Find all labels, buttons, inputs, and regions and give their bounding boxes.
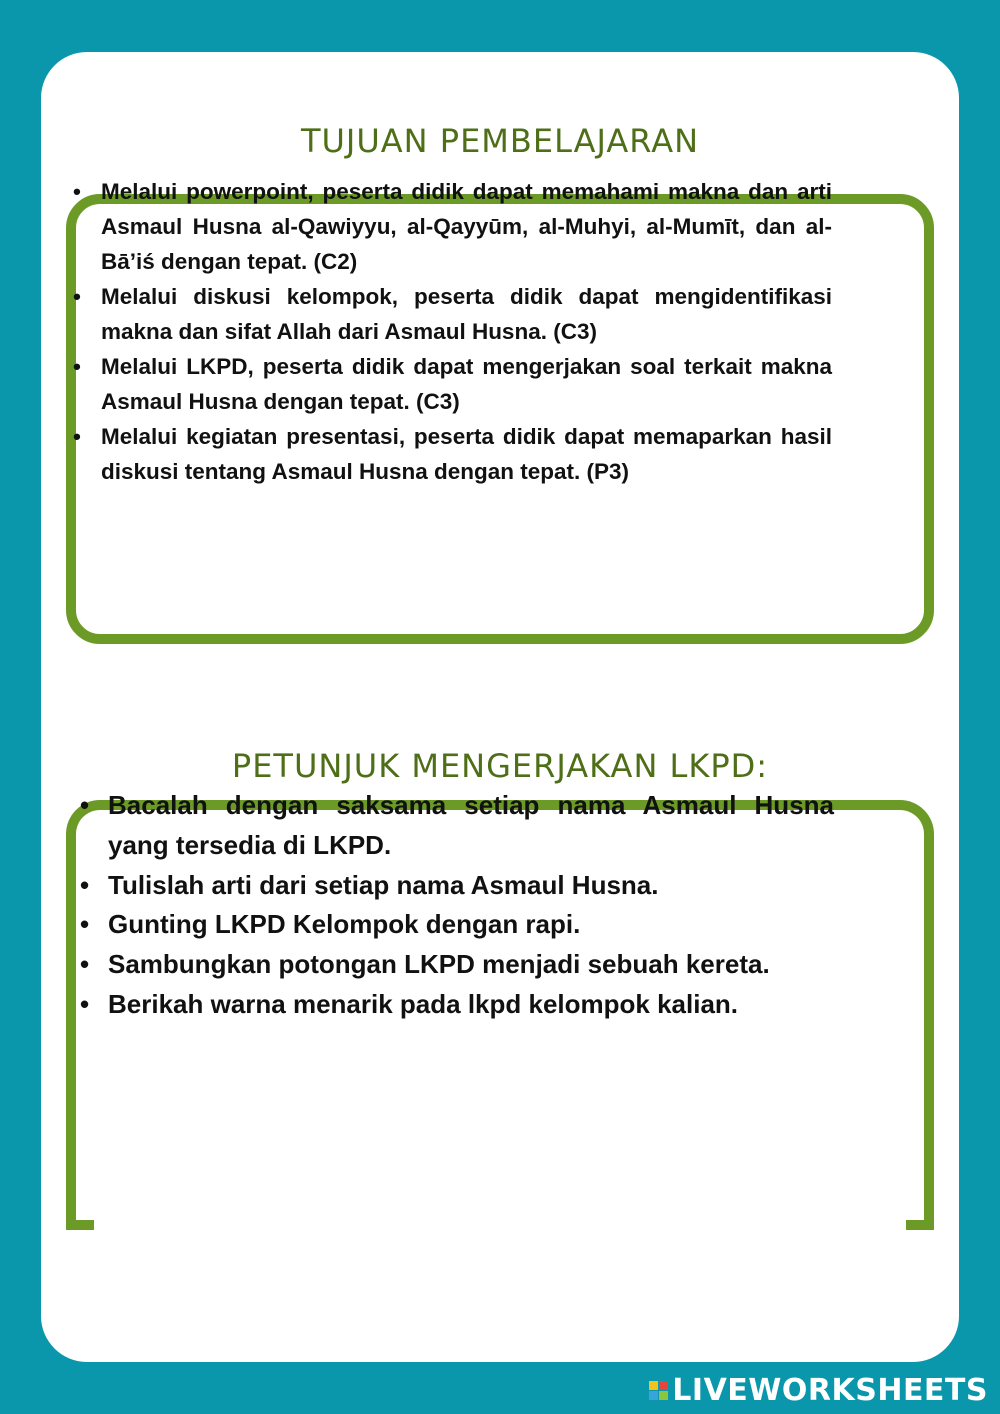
objective-text: Melalui LKPD, peserta didik dapat mengerjakan soal terkait makna Asmaul Husna dengan tepat. (C3) [101,354,832,414]
liveworksheets-logo-icon [649,1381,668,1400]
learning-objectives-list [73,174,832,489]
instructions-title: PETUNJUK MENGERJAKAN LKPD: [231,747,769,785]
instruction-text: Gunting LKPD Kelompok dengan rapi. [108,909,581,940]
list-item [80,985,834,1025]
instruction-text: Tulislah arti dari setiap nama Asmaul Husna. [108,869,659,900]
bullet-icon: • [73,284,81,309]
instructions-list [80,786,834,1025]
logo-square-icon [649,1381,658,1390]
list-item [80,786,834,866]
watermark-text: LIVEWORKSHEETS [672,1373,988,1408]
instructions-box-corner-left [66,1220,94,1230]
bullet-icon: • [73,179,81,204]
bullet-icon: • [80,909,90,940]
list-item [80,945,834,985]
logo-square-icon [659,1391,668,1400]
instruction-text: Bacalah dengan saksama setiap nama Asmaul Husna yang tersedia di LKPD. [108,790,834,860]
learning-objectives-title: TUJUAN PEMBELAJARAN [300,122,700,160]
list-item [73,279,832,349]
instruction-text: Berikah warna menarik pada lkpd kelompok kalian. [108,988,739,1019]
logo-square-icon [659,1381,668,1390]
logo-square-icon [649,1391,658,1400]
objective-text: Melalui powerpoint, peserta didik dapat memahami makna dan arti Asmaul Husna al-Qawiyyu, al-Qayyūm, al-Muhyi, al-Mumīt, dan al-Bā’iś dengan tepat. (C2) [101,179,832,274]
bullet-icon: • [80,869,90,900]
objective-text: Melalui diskusi kelompok, peserta didik dapat mengidentifikasi makna dan sifat Allah dari Asmaul Husna. (C3) [101,284,832,344]
liveworksheets-watermark[interactable] [649,1373,988,1408]
objective-text: Melalui kegiatan presentasi, peserta didik dapat memaparkan hasil diskusi tentang Asmaul Husna dengan tepat. (P3) [101,424,832,484]
list-item [73,419,832,489]
bullet-icon: • [73,354,81,379]
instruction-text: Sambungkan potongan LKPD menjadi sebuah kereta. [108,949,770,980]
list-item [73,349,832,419]
bullet-icon: • [73,424,81,449]
bullet-icon: • [80,988,90,1019]
bullet-icon: • [80,949,90,980]
list-item [73,174,832,279]
bullet-icon: • [80,790,90,820]
list-item [80,905,834,945]
list-item [80,866,834,906]
